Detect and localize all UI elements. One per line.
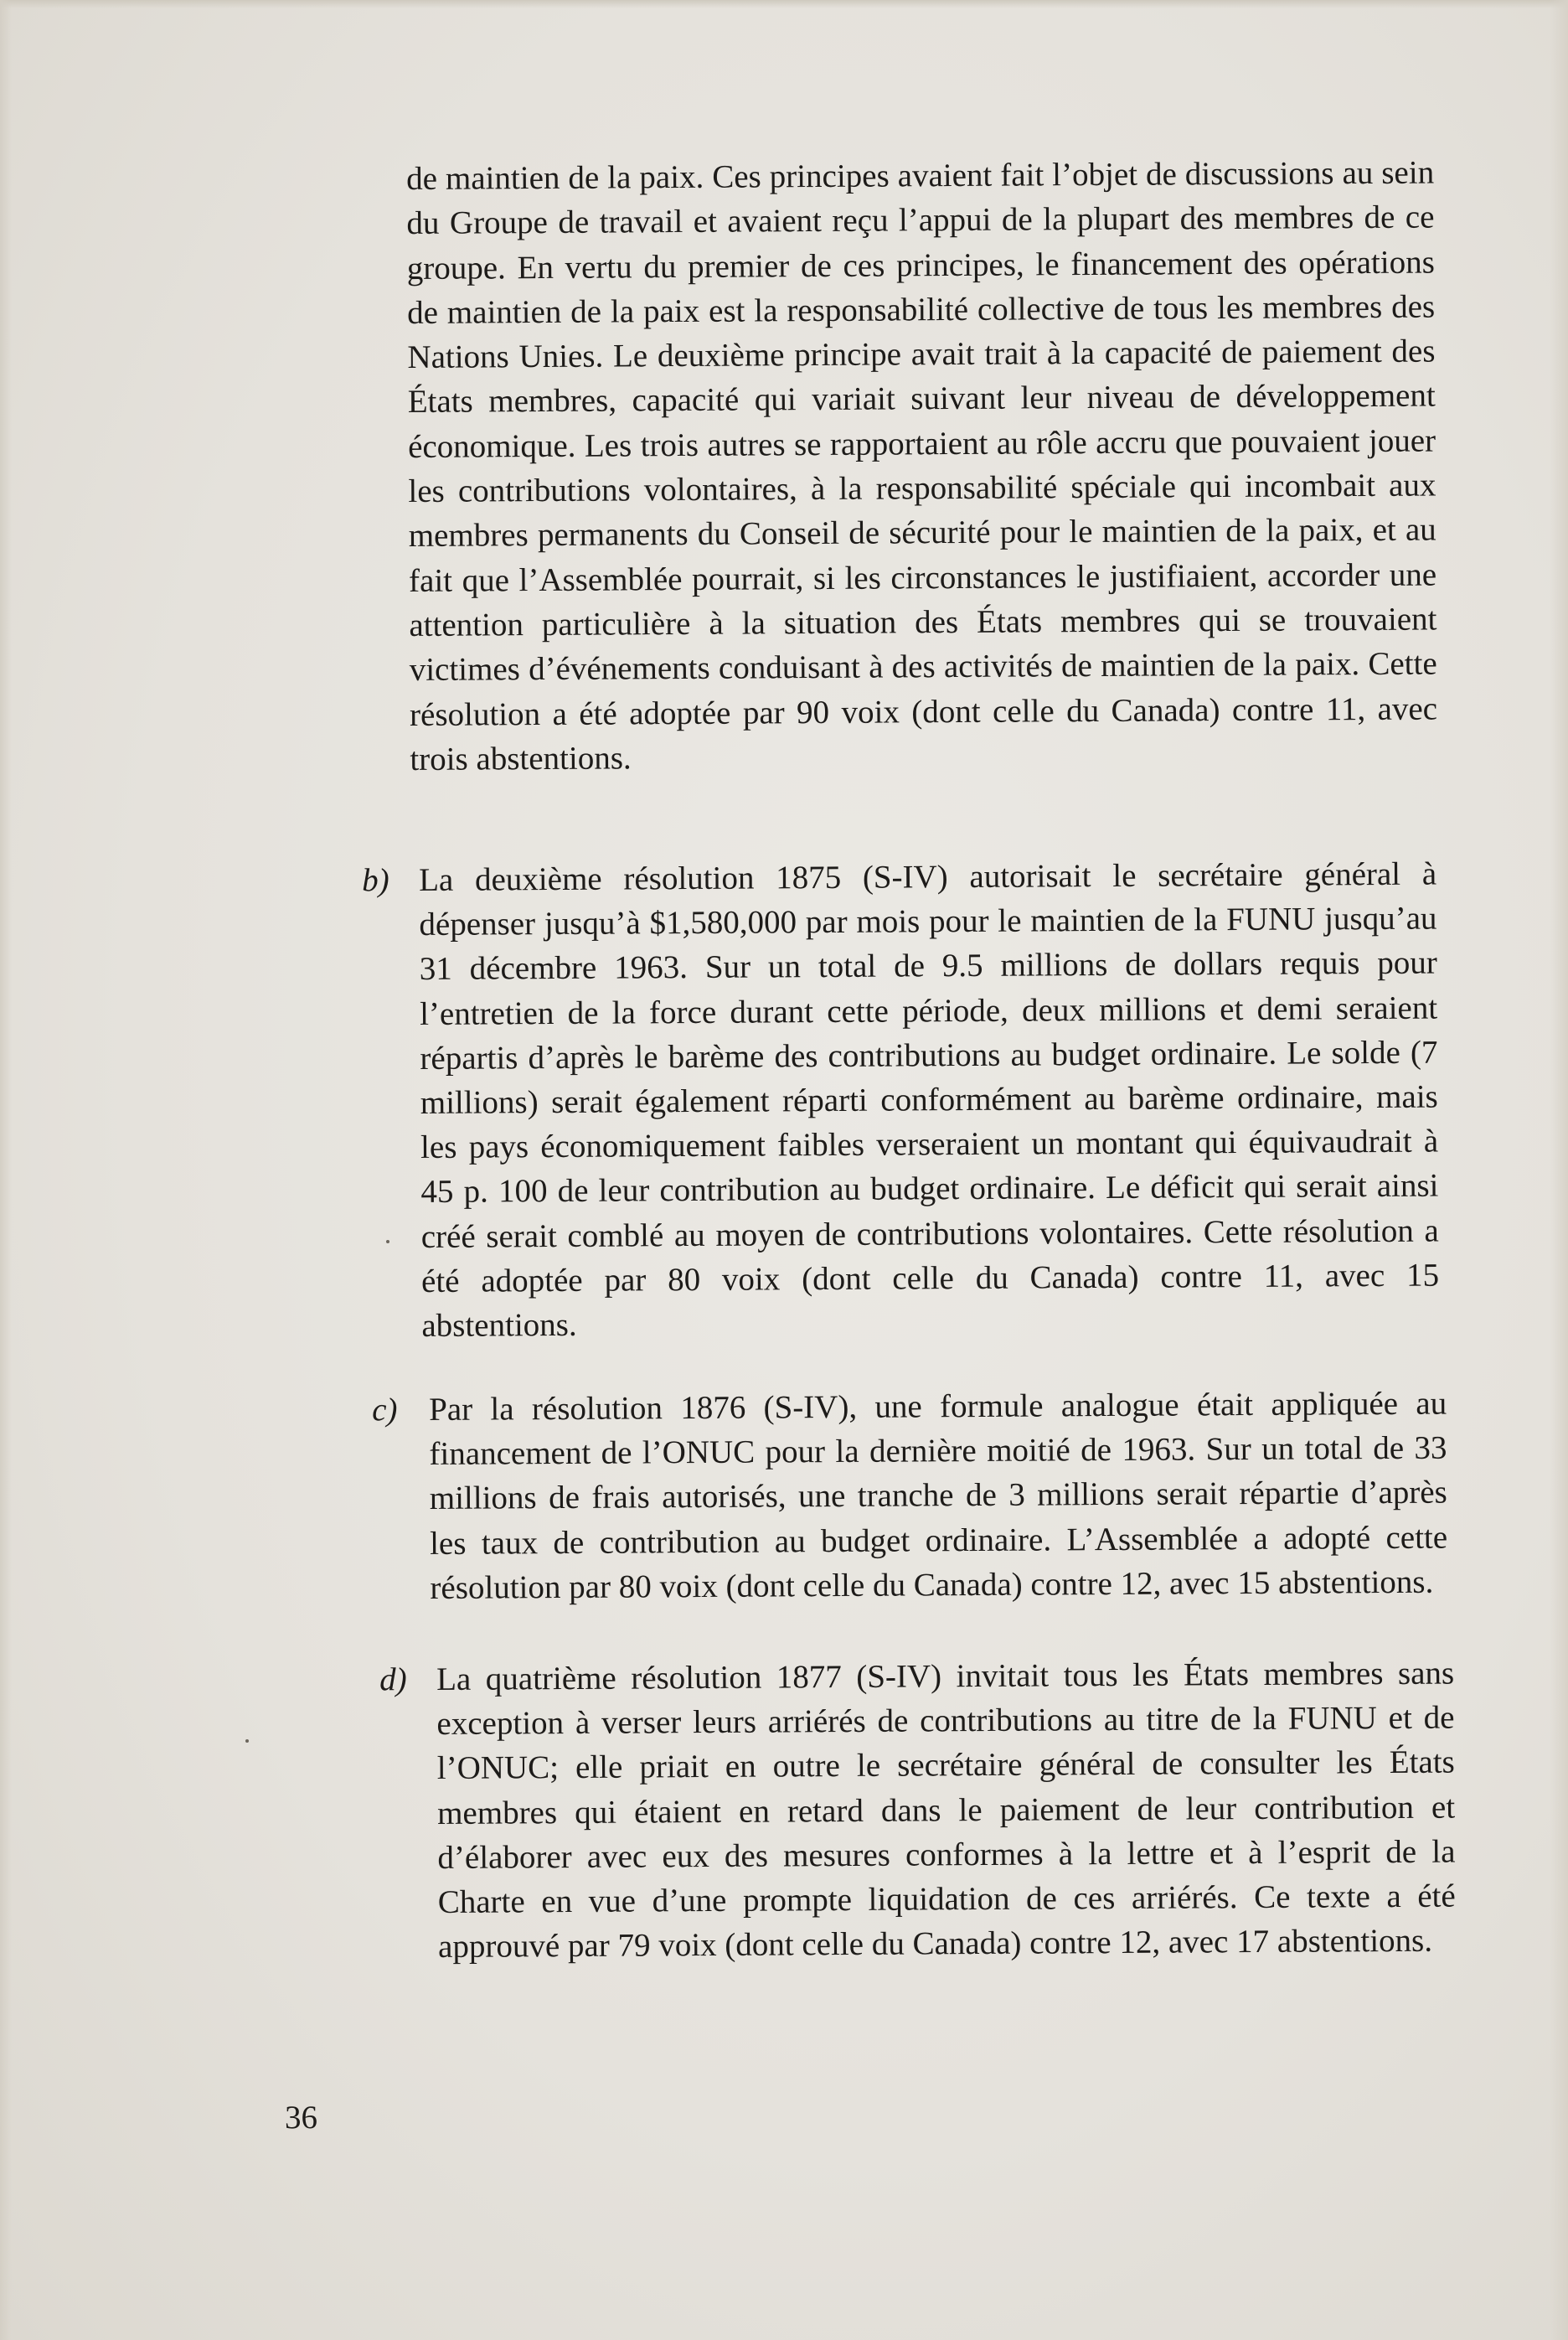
list-item-b <box>362 852 1440 1349</box>
page-number: 36 <box>285 2100 317 2136</box>
page-top-edge-shadow <box>0 0 1568 8</box>
intro-paragraph: de maintien de la paix. Ces principes avaient fait l’objet de discussions au sein du Groupe de travail et avaient reçu l’appui de la plupart des membres de ce groupe. En vertu du premier de ces principes, le financement des opérations de maintien de la paix est la responsabilité collective de tous les membres des Nations Unies. Le deuxième principe avait trait à la capacité de paiement des États membres, capacité qui variait suivant leur niveau de développement économique. Les trois autres se rapportaient au rôle accru que pouvaient jouer les contributions volontaires, à la responsabilité spéciale qui incombait aux membres permanents du Conseil de sécurité pour le maintien de la paix, et au fait que l’Assemblée pourrait, si les circonstances le justifiaient, accorder une attention particulière à la situation des États membres qui se trouvaient victimes d’événements conduisant à des activités de maintien de la paix. Cette résolution a été adoptée par 90 voix (dont celle du Canada) contre 11, avec trois abstentions. <box>406 154 1438 777</box>
paper-speck <box>386 1240 389 1243</box>
list-marker: b) <box>362 862 389 899</box>
page-right-edge-shadow <box>1550 0 1568 2340</box>
list-marker: c) <box>372 1392 398 1428</box>
list-item-c <box>372 1382 1448 1610</box>
paper-speck <box>245 1739 249 1743</box>
list-marker: d) <box>379 1661 407 1698</box>
list-item-text: La deuxième résolution 1875 (S-IV) autorisait le secrétaire général à dépenser jusqu’à $1,580,000 par mois pour le maintien de la FUNU jusqu’au 31 décembre 1963. Sur un total de 9.5 millions de dollars requis pour l’entretien de la force durant cette période, deux millions et demi seraient répartis d’après le barème des contributions au budget ordinaire. Le solde (7 millions) serait également réparti conformément au barème ordinaire, mais les pays économiquement faibles verseraient un montant qui équivaudrait à 45 p. 100 de leur contribution au budget ordinaire. Le déficit qui serait ainsi créé serait comblé au moyen de contributions volontaires. Cette résolution a été adoptée par 80 voix (dont celle du Canada) contre 11, avec 15 abstentions. <box>419 855 1440 1345</box>
list-item-text: La quatrième résolution 1877 (S-IV) invitait tous les États membres sans exception à verser leurs arriérés de contributions au titre de la FUNU et de l’ONUC; elle priait en outre le secrétaire général de consulter les États membres qui étaient en retard dans le paiement de leur contribution et d’élaborer avec eux des mesures conformes à la lettre et à l’esprit de la Charte en vue d’une prompte liquidation de ces arriérés. Ce texte a été approuvé par 79 voix (dont celle du Canada) contre 12, avec 17 abstentions. <box>436 1655 1456 1965</box>
list-item-d <box>379 1651 1456 1970</box>
page-left-edge-shadow <box>0 0 12 2340</box>
list-item-text: Par la résolution 1876 (S-IV), une formule analogue était appliquée au financement de l’ONUC pour la dernière moitié de 1963. Sur un total de 33 millions de frais autorisés, une tranche de 3 millions serait répartie d’après les taux de contribution au budget ordinaire. L’Assemblée a adopté cette résolution par 80 voix (dont celle du Canada) contre 12, avec 15 abstentions. <box>429 1385 1448 1606</box>
